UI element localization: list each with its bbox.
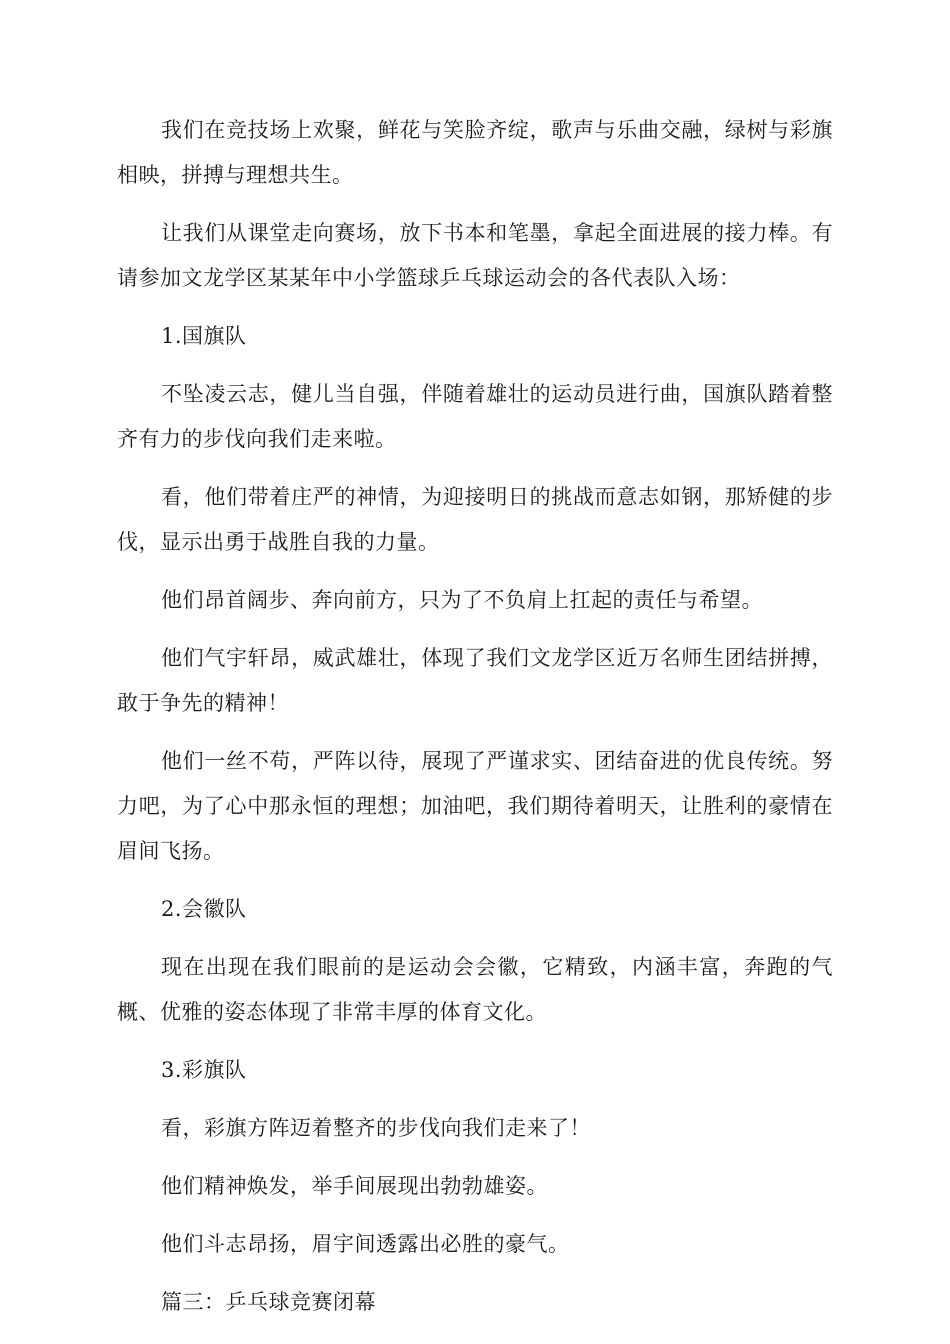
document-body	[117, 108, 833, 1338]
paragraph: 让我们从课堂走向赛场，放下书本和笔墨，拿起全面进展的接力棒。有请参加文龙学区某某年中小学篮球乒乓球运动会的各代表队入场：	[117, 221, 833, 290]
paragraph: 他们昂首阔步、奔向前方，只为了不负肩上扛起的责任与希望。	[161, 588, 763, 612]
paragraph: 现在出现在我们眼前的是运动会会徽，它精致，内涵丰富，奔跑的气概、优雅的姿态体现了非常丰厚的体育文化。	[117, 955, 833, 1024]
paragraph: 他们精神焕发，举手间展现出勃勃雄姿。	[161, 1174, 548, 1198]
paragraph: 他们一丝不苟，严阵以待，展现了严谨求实、团结奋进的优良传统。努力吧，为了心中那永恒的理想；加油吧，我们期待着明天，让胜利的豪情在眉间飞扬。	[117, 749, 833, 863]
section-heading: 2.会徽队	[161, 897, 247, 921]
section-heading: 3.彩旗队	[161, 1058, 247, 1082]
paragraph: 不坠凌云志，健儿当自强，伴随着雄壮的运动员进行曲，国旗队踏着整齐有力的步伐向我们走来啦。	[117, 382, 833, 451]
chapter-heading: 篇三：乒乓球竞赛闭幕	[161, 1290, 376, 1314]
paragraph: 看，他们带着庄严的神情，为迎接明日的挑战而意志如钢，那矫健的步伐，显示出勇于战胜自我的力量。	[117, 485, 833, 554]
paragraph: 我们在竞技场上欢聚，鲜花与笑脸齐绽，歌声与乐曲交融，绿树与彩旗相映，拼搏与理想共生。	[117, 118, 833, 187]
paragraph: 看，彩旗方阵迈着整齐的步伐向我们走来了！	[161, 1116, 591, 1140]
paragraph: 他们气宇轩昂，威武雄壮，体现了我们文龙学区近万名师生团结拼搏，敢于争先的精神！	[117, 646, 833, 715]
paragraph: 他们斗志昂扬，眉宇间透露出必胜的豪气。	[161, 1232, 570, 1256]
section-heading: 1.国旗队	[161, 324, 247, 348]
